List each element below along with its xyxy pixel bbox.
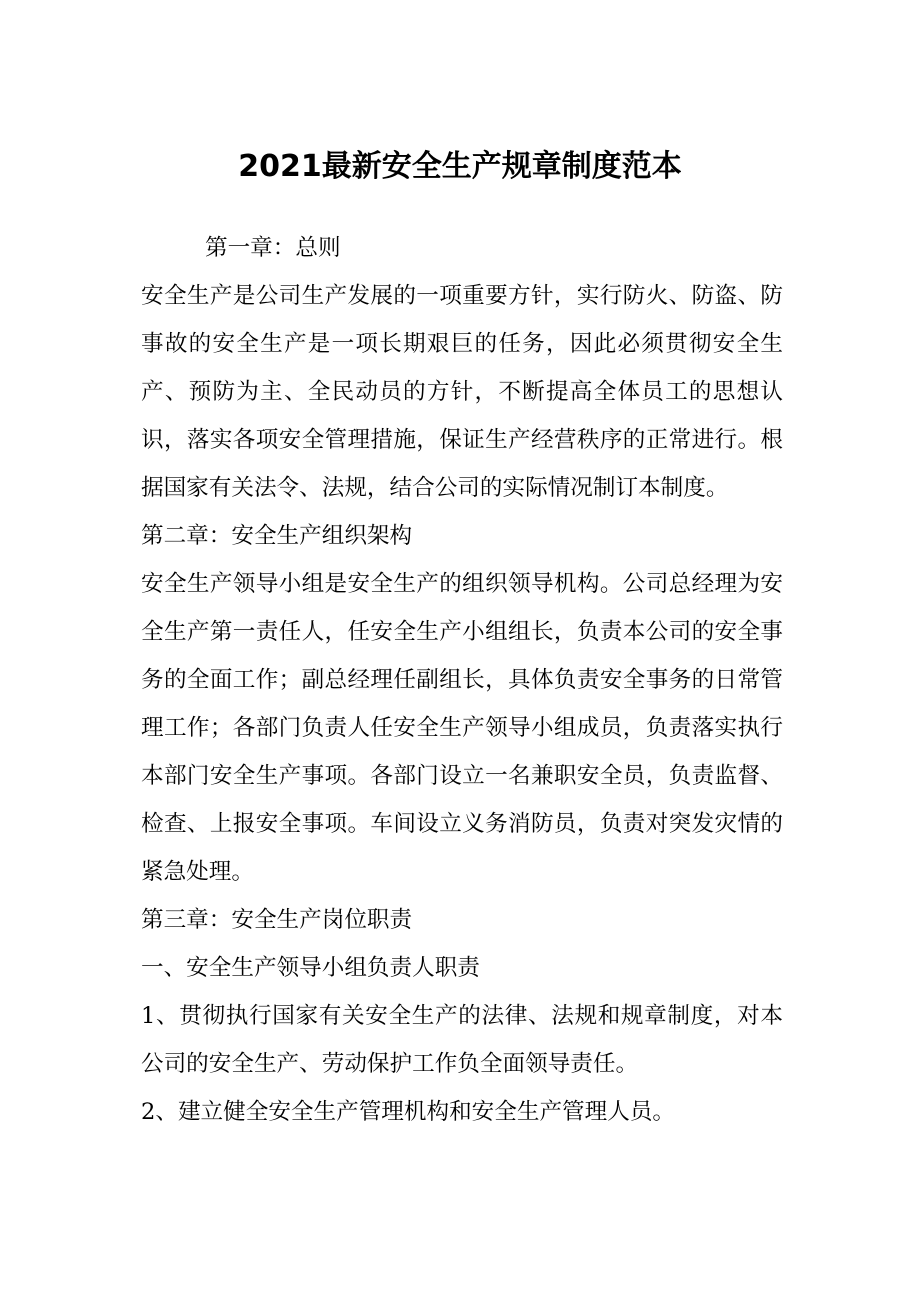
chapter1-paragraph: 安全生产是公司生产发展的一项重要方针，实行防火、防盗、防事故的安全生产是一项长期艰巨的任务，因此必须贯彻安全生产、预防为主、全民动员的方针，不断提高全体员工的思想认识，落实各项安全管理措施，保证生产经营秩序的正常进行。根据国家有关法令、法规，结合公司的实际情况制订本制度。 [141, 283, 783, 501]
document-body [141, 224, 783, 1136]
chapter1-heading: 第一章：总则 [205, 235, 341, 261]
list-item-1: 1、贯彻执行国家有关安全生产的法律、法规和规章制度，对本公司的安全生产、劳动保护工作负全面领导责任。 [141, 1003, 783, 1077]
chapter3-heading: 第三章：安全生产岗位职责 [141, 907, 413, 933]
document-title: 2021最新安全生产规章制度范本 [238, 149, 682, 184]
chapter2-paragraph: 安全生产领导小组是安全生产的组织领导机构。公司总经理为安全生产第一责任人，任安全生产小组组长，负责本公司的安全事务的全面工作；副总经理任副组长，具体负责安全事务的日常管理工作；各部门负责人任安全生产领导小组成员，负责落实执行本部门安全生产事项。各部门设立一名兼职安全员，负责监督、检查、上报安全事项。车间设立义务消防员，负责对突发灾情的紧急处理。 [141, 571, 783, 885]
chapter2-heading: 第二章：安全生产组织架构 [141, 523, 413, 549]
section1-heading: 一、安全生产领导小组负责人职责 [141, 955, 480, 981]
list-item-2: 2、建立健全安全生产管理机构和安全生产管理人员。 [141, 1099, 676, 1125]
